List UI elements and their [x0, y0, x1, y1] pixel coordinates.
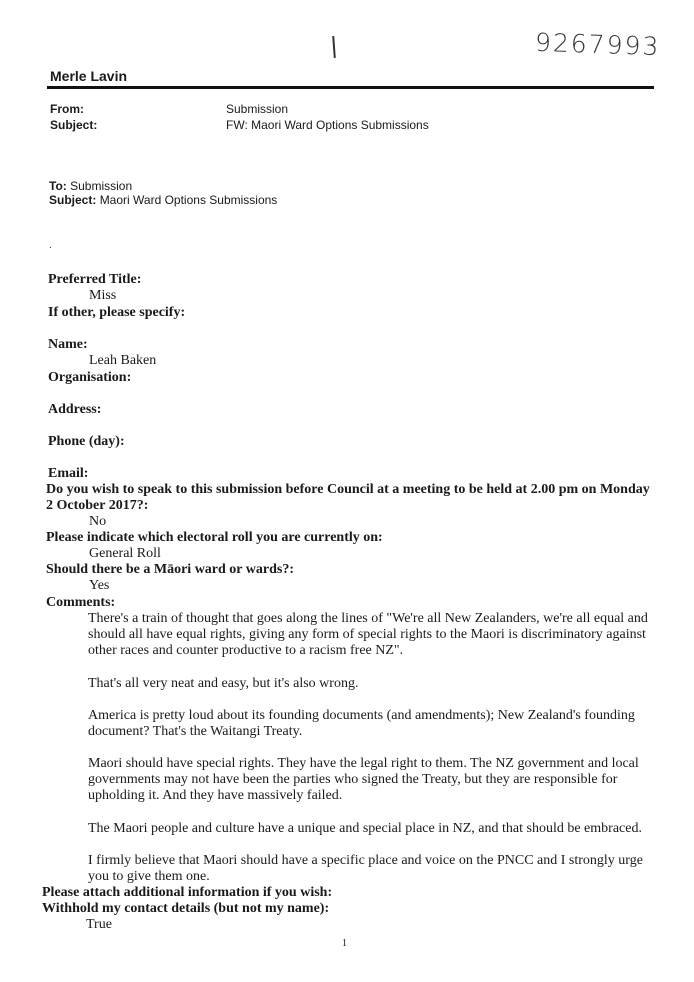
- subject-value: FW: Maori Ward Options Submissions: [226, 118, 429, 132]
- speak-label-line2: 2 October 2017?:: [46, 498, 149, 513]
- forward-subject-label: Subject:: [49, 193, 97, 207]
- comment-paragraph: America is pretty loud about its founding documents (and amendments); New Zealand's founding document? That's the Waitangi Treaty.: [88, 708, 635, 739]
- comment-paragraph: Maori should have special rights. They have the legal right to them. The NZ government and local governments may not have been the parties who signed the Treaty, but they are responsible for upholding it. And they have massively failed.: [88, 756, 639, 803]
- forward-subject-line: [49, 193, 277, 207]
- comment-paragraph: That's all very neat and easy, but it's also wrong.: [88, 676, 359, 691]
- roll-value: General Roll: [89, 546, 161, 561]
- email-label: Email:: [48, 466, 89, 481]
- name-value: Leah Baken: [89, 353, 157, 368]
- withhold-value: True: [86, 917, 112, 932]
- withhold-label: Withhold my contact details (but not my name):: [42, 901, 330, 916]
- sender-name: Merle Lavin: [50, 68, 128, 84]
- forward-subject-value: Maori Ward Options Submissions: [99, 193, 278, 207]
- preferred-title-value: Miss: [89, 288, 117, 303]
- stray-dot: .: [49, 240, 52, 251]
- header-rule: [47, 86, 654, 89]
- attach-label: Please attach additional information if you wish:: [42, 885, 333, 900]
- maori-ward-label: Should there be a Māori ward or wards?:: [46, 562, 294, 577]
- phone-label: Phone (day):: [48, 434, 125, 449]
- organisation-label: Organisation:: [48, 370, 132, 385]
- comment-paragraph: The Maori people and culture have a unique and special place in NZ, and that should be embraced.: [88, 821, 642, 836]
- preferred-title-label: Preferred Title:: [48, 272, 142, 287]
- forward-to-label: To:: [49, 179, 67, 193]
- from-value: Submission: [226, 102, 289, 116]
- handwritten-tick-mark: [332, 36, 336, 58]
- address-label: Address:: [48, 402, 102, 417]
- name-label: Name:: [48, 337, 88, 352]
- handwritten-doc-number: 9267993: [534, 27, 661, 62]
- speak-value: No: [89, 514, 107, 529]
- roll-label: Please indicate which electoral roll you are currently on:: [46, 530, 383, 545]
- speak-label-line1: Do you wish to speak to this submission before Council at a meeting to be held at 2.00 pm on Monday: [46, 482, 650, 497]
- comment-paragraph: I firmly believe that Maori should have a specific place and voice on the PNCC and I strongly urge you to give them one.: [88, 853, 643, 884]
- other-specify-label: If other, please specify:: [48, 305, 186, 320]
- page-number: 1: [342, 938, 347, 949]
- subject-label: Subject:: [50, 118, 98, 132]
- maori-ward-value: Yes: [89, 578, 110, 593]
- from-label: From:: [50, 102, 84, 116]
- forward-to-value: Submission: [70, 179, 133, 193]
- comments-label: Comments:: [46, 595, 116, 610]
- comment-paragraph: There's a train of thought that goes along the lines of "We're all New Zealanders, we're all equal and should all have equal rights, giving any form of special rights to the Maori is discriminatory against other races and counter productive to a racism free NZ".: [88, 611, 648, 658]
- forward-to-line: [49, 179, 132, 193]
